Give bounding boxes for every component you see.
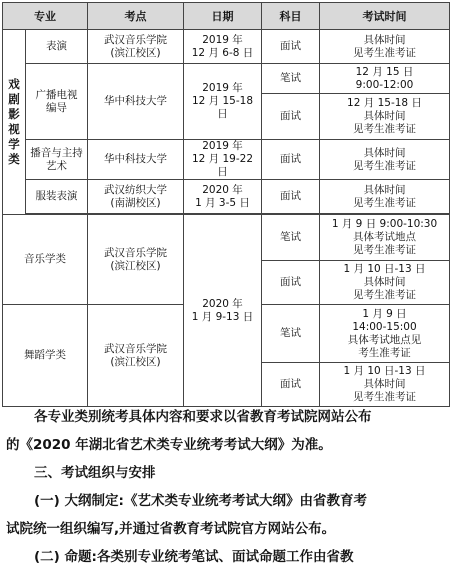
major-cell: 播音与主持 艺术 [26,140,88,180]
time-cell: 具体时间 见考生准考证 [320,180,450,214]
subject-cell: 面试 [262,363,320,407]
date-cell: 2020 年 1 月 3-5 日 [184,180,262,214]
subject-cell: 面试 [262,261,320,305]
major-cell: 服装表演 [26,180,88,214]
table-row [3,180,450,214]
time-cell: 12 月 15 日 9:00-12:00 [320,64,450,94]
paragraph-line: 的《2020 年湖北省艺术类专业统考考试大纲》为准。 [6,437,332,453]
paragraph-line: 试院统一组织编写,并通过省教育考试院官方网站公布。 [6,521,336,537]
header-time: 考试时间 [320,3,450,30]
venue-cell: 华中科技大学 [88,140,184,180]
header-major: 专业 [3,3,88,30]
time-cell: 1 月 10 日-13 日 具体时间 见考生准考证 [320,363,450,407]
paragraph-line: 各专业类别统考具体内容和要求以省教育考试院网站公布 [34,409,372,425]
venue-cell: 武汉纺织大学 (南湖校区) [88,180,184,214]
exam-schedule-table [2,2,450,407]
time-cell: 1 月 9 日 14:00-15:00 具体考试地点见 考生准考证 [320,305,450,363]
group-label: 戏剧影视学类 [8,77,20,166]
table-header-row [3,3,450,30]
paragraph-line: (二) 命题:各类别专业统考笔试、面试命题工作由省教 [34,549,354,565]
subject-cell: 面试 [262,140,320,180]
major-cell: 表演 [26,30,88,64]
time-cell: 1 月 9 日 9:00-10:30 具体考试地点 见考生准考证 [320,215,450,261]
major-cell: 舞蹈学类 [3,305,88,407]
date-cell: 2020 年 1 月 9-13 日 [184,215,262,407]
header-date: 日期 [184,3,262,30]
venue-cell: 武汉音乐学院 (滨江校区) [88,305,184,407]
body-text [6,403,447,571]
subject-cell: 笔试 [262,215,320,261]
header-venue: 考点 [88,3,184,30]
date-cell: 2019 年 12 月 19-22 日 [184,140,262,180]
time-cell: 具体时间 见考生准考证 [320,30,450,64]
subject-cell: 笔试 [262,64,320,94]
subject-cell: 笔试 [262,305,320,363]
subject-cell: 面试 [262,180,320,214]
major-cell: 音乐学类 [3,215,88,305]
section-heading: 三、考试组织与安排 [34,465,156,481]
header-subject: 科目 [262,3,320,30]
table-row [3,140,450,180]
table-row [3,215,450,261]
table-row [3,30,450,64]
paragraph-line: (一) 大纲制定:《艺术类专业统考考试大纲》由省教育考 [34,493,367,509]
major-cell: 广播电视 编导 [26,64,88,140]
time-cell: 12 月 15-18 日 具体时间 见考生准考证 [320,94,450,140]
venue-cell: 华中科技大学 [88,64,184,140]
time-cell: 1 月 10 日-13 日 具体时间 见考生准考证 [320,261,450,305]
group-label-cell [3,30,26,215]
time-cell: 具体时间 见考生准考证 [320,140,450,180]
subject-cell: 面试 [262,30,320,64]
venue-cell: 武汉音乐学院 (滨江校区) [88,215,184,305]
date-cell: 2019 年 12 月 15-18 日 [184,64,262,140]
subject-cell: 面试 [262,94,320,140]
date-cell: 2019 年 12 月 6-8 日 [184,30,262,64]
table-row [3,64,450,94]
venue-cell: 武汉音乐学院 (滨江校区) [88,30,184,64]
